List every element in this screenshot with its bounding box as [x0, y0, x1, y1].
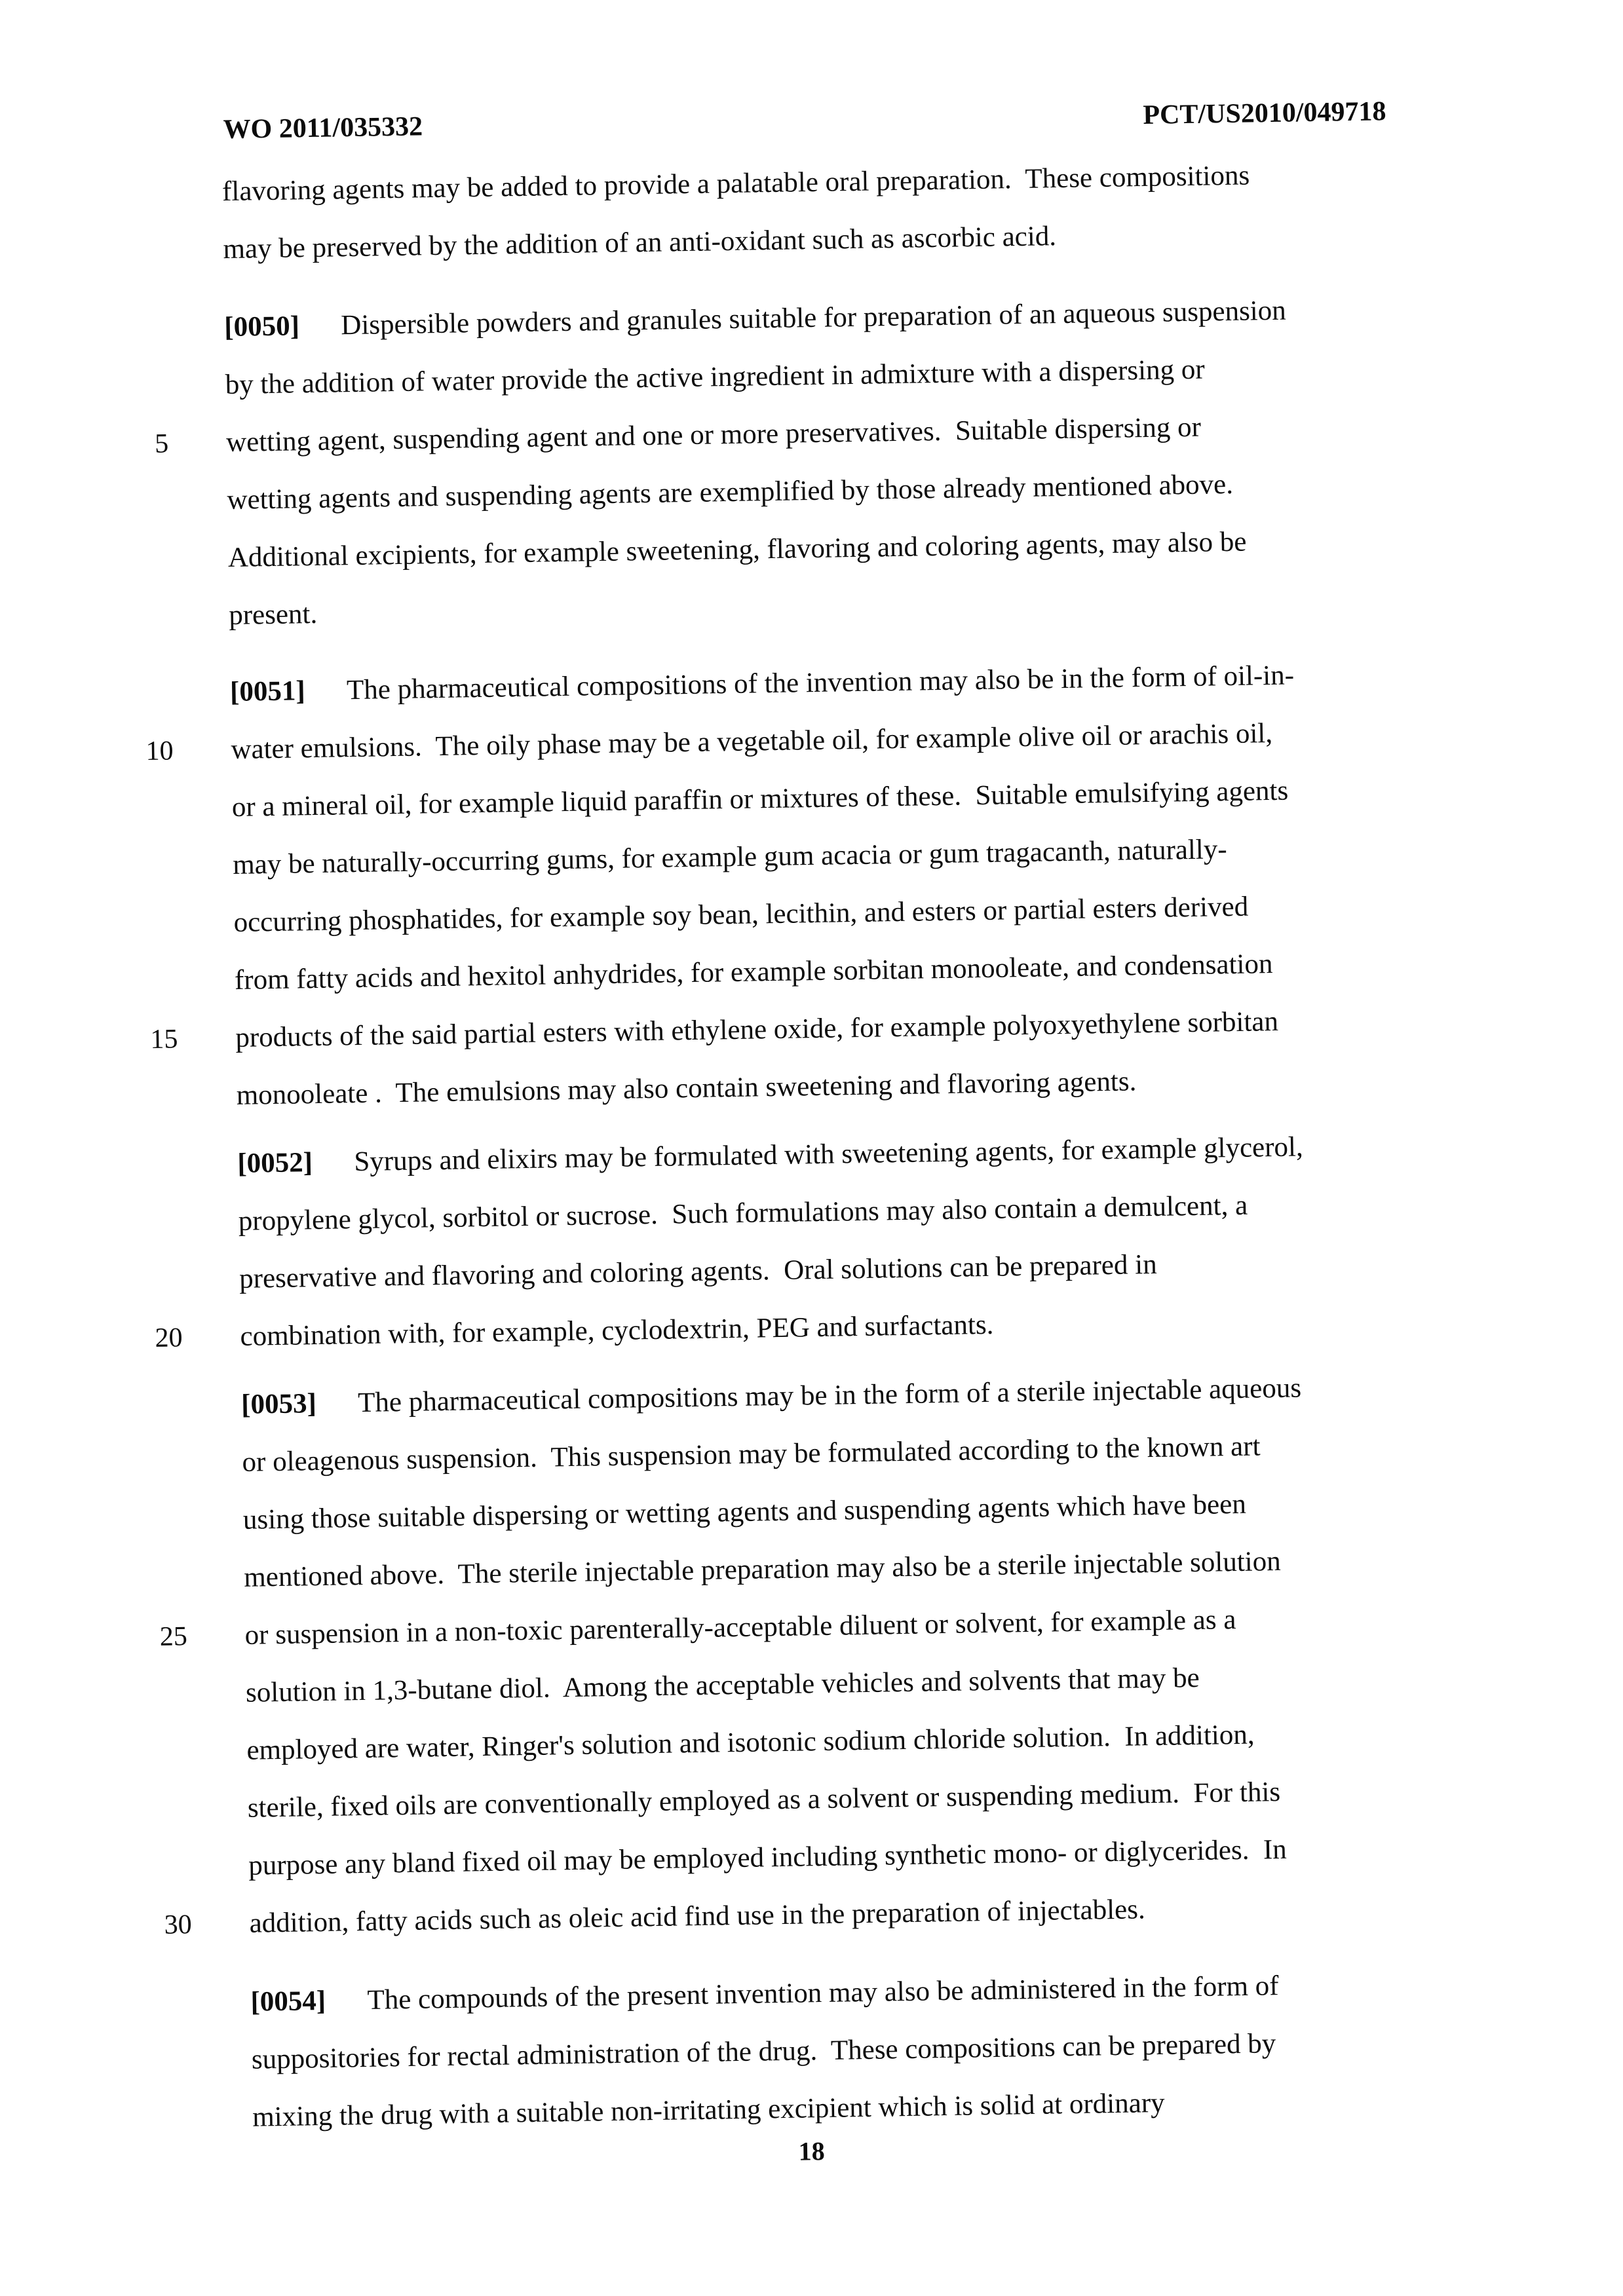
line-text: Dispersible powders and granules suitable for preparation of an aqueous suspension	[340, 295, 1287, 341]
line-text: mixing the drug with a suitable non-irritating excipient which is solid at ordinary	[252, 2087, 1165, 2133]
line-text: mentioned above. The sterile injectable preparation may also be a sterile injectable solution	[243, 1545, 1281, 1593]
line-text: present.	[228, 598, 318, 631]
line-text: may be naturally-occurring gums, for example gum acacia or gum tragacanth, naturally-	[232, 834, 1227, 880]
publication-number: WO 2011/035332	[223, 111, 423, 145]
paragraph-number: [0054]	[250, 1985, 326, 2018]
line-text: from fatty acids and hexitol anhydrides, for example sorbitan monooleate, and condensation	[234, 949, 1273, 996]
paragraph-0052	[155, 1116, 1459, 1366]
line-text: Syrups and elixirs may be formulated with sweetening agents, for example glycerol,	[354, 1131, 1304, 1178]
line-text: Additional excipients, for example sweetening, flavoring and coloring agents, may also be	[227, 526, 1247, 574]
line-text: occurring phosphatides, for example soy bean, lecithin, and esters or partial esters derived	[233, 891, 1249, 938]
line-text: may be preserved by the addition of an anti-oxidant such as ascorbic acid.	[223, 221, 1057, 265]
line-text: propylene glycol, sorbitol or sucrose. Such formulations may also contain a demulcent, a	[238, 1190, 1248, 1237]
line-number: 15	[150, 1024, 178, 1055]
line-text: The pharmaceutical compositions may be in the form of a sterile injectable aqueous	[357, 1372, 1302, 1419]
line-text: wetting agents and suspending agents are exemplified by those already mentioned above.	[227, 468, 1234, 516]
paragraph-0054	[250, 1955, 1472, 2147]
paragraph-number: [0050]	[223, 311, 300, 343]
line-text: products of the said partial esters with ethylene oxide, for example polyoxyethylene sorbitan	[235, 1006, 1279, 1053]
line-text: solution in 1,3-butane diol. Among the acceptable vehicles and solvents that may be	[245, 1662, 1200, 1708]
line-number: 20	[155, 1323, 183, 1353]
line-text: suppositories for rectal administration of the drug. These compositions can be prepared by	[251, 2028, 1276, 2075]
line-text: water emulsions. The oily phase may be a vegetable oil, for example olive oil or arachis oil,	[231, 718, 1273, 765]
page-header	[223, 95, 1386, 146]
line-text: combination with, for example, cyclodextrin, PEG and surfactants.	[240, 1309, 994, 1352]
application-number: PCT/US2010/049718	[1143, 96, 1386, 131]
line-text: or a mineral oil, for example liquid paraffin or mixtures of these. Suitable emulsifying agents	[231, 775, 1289, 823]
line-number: 30	[164, 1910, 193, 1940]
paragraph-number: [0051]	[229, 675, 306, 707]
line-text: preservative and flavoring and coloring agents. Oral solutions can be prepared in	[239, 1249, 1157, 1294]
paragraph-0050	[154, 280, 1448, 645]
line-number: 25	[159, 1621, 188, 1652]
line-text: employed are water, Ringer's solution and isotonic sodium chloride solution. In addition,	[246, 1719, 1255, 1766]
line-text: or oleagenous suspension. This suspension may be formulated according to the known art	[242, 1431, 1261, 1478]
line-number: 5	[154, 428, 169, 459]
line-text: wetting agent, suspending agent and one or more preservatives. Suitable dispersing or	[225, 411, 1202, 459]
line-text: addition, fatty acids such as oleic acid find use in the preparation of injectables.	[249, 1894, 1146, 1939]
line-text: purpose any bland fixed oil may be employed including synthetic mono- or diglycerides. In	[248, 1834, 1288, 1881]
paragraph	[221, 144, 1442, 278]
paragraph-number: [0052]	[237, 1147, 313, 1179]
line-text: monooleate . The emulsions may also contain sweetening and flavoring agents.	[236, 1066, 1137, 1111]
line-text: The pharmaceutical compositions of the invention may also be in the form of oil-in-	[346, 660, 1295, 706]
line-text: using those suitable dispersing or wetting agents and suspending agents which have been	[242, 1488, 1247, 1535]
line-text: by the addition of water provide the active ingredient in admixture with a dispersing or	[225, 354, 1205, 401]
paragraph-number: [0053]	[240, 1388, 317, 1420]
line-text: flavoring agents may be added to provide a palatable oral preparation. These compositions	[221, 160, 1250, 208]
paragraph-0051	[145, 645, 1455, 1125]
paragraph-0053	[159, 1357, 1469, 1953]
line-text: or suspension in a non-toxic parenterally-acceptable diluent or solvent, for example as a	[244, 1604, 1236, 1651]
line-text: The compounds of the present invention may also be administered in the form of	[367, 1970, 1279, 2016]
line-text: sterile, fixed oils are conventionally employed as a solvent or suspending medium. For this	[247, 1777, 1281, 1824]
line-number: 10	[145, 736, 174, 767]
page-number: 18	[798, 2136, 826, 2166]
